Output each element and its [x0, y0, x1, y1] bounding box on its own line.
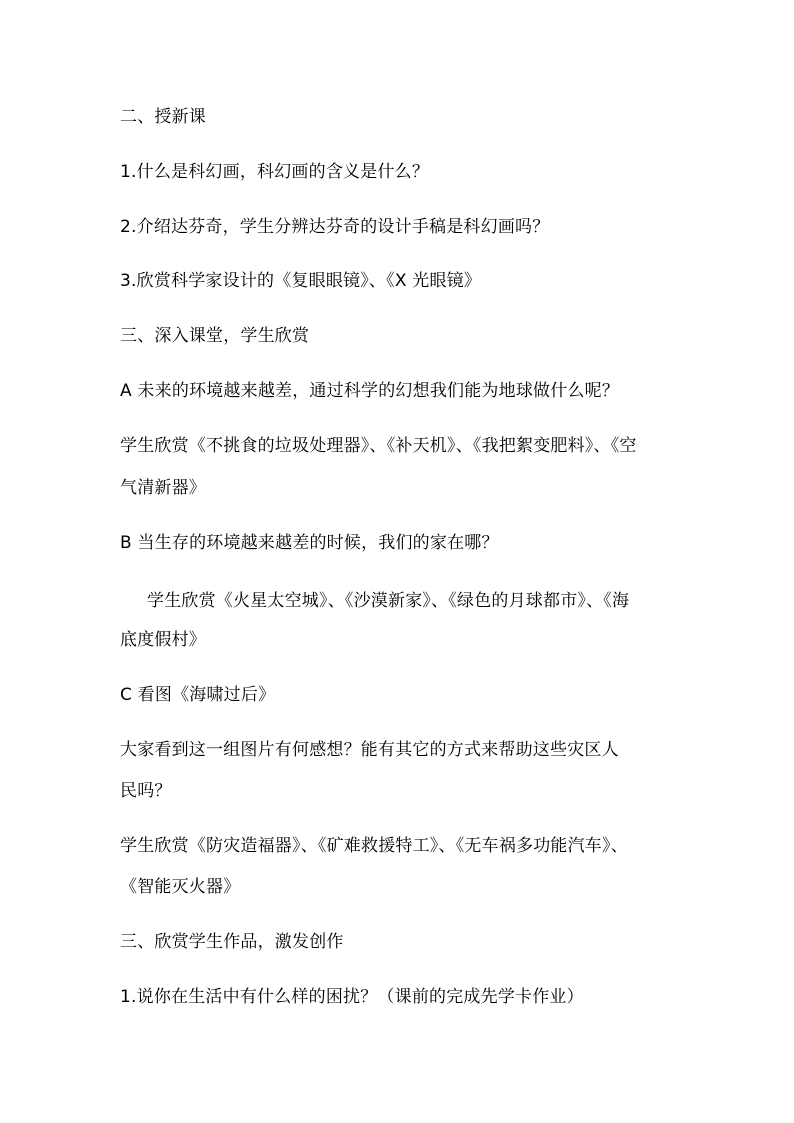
paragraph-line: 学生欣赏《火星太空城》、《沙漠新家》、《绿色的月球都市》、《海 [147, 591, 630, 611]
paragraph-line: 学生欣赏《防灾造福器》、《矿难救援特工》、《无车祸多功能汽车》、 [120, 836, 628, 856]
section-heading-new-lesson: 二、授新课 [120, 107, 206, 127]
paragraph-line: 3.欣赏科学家设计的《复眼眼镜》、《X 光眼镜》 [120, 271, 482, 291]
paragraph-line: 学生欣赏《不挑食的垃圾处理器》、《补天机》、《我把絮变肥料》、《空 [120, 436, 637, 456]
section-heading-student-work: 三、欣赏学生作品，激发创作 [120, 932, 344, 952]
paragraph-line: B 当生存的环境越来越差的时候，我们的家在哪？ [120, 533, 499, 553]
paragraph-line: 2.介绍达芬奇，学生分辨达芬奇的设计手稿是科幻画吗？ [120, 217, 550, 237]
paragraph-line: 民吗？ [120, 781, 172, 801]
section-heading-deep-class: 三、深入课堂，学生欣赏 [120, 326, 310, 346]
paragraph-line: 大家看到这一组图片有何感想？能有其它的方式来帮助这些灾区人 [120, 740, 619, 760]
paragraph-line: 1.说你在生活中有什么样的困扰？（课前的完成先学卡作业） [120, 987, 584, 1007]
paragraph-line: 底度假村》 [120, 630, 206, 650]
paragraph-line: 《智能灭火器》 [120, 877, 241, 897]
paragraph-line: 气清新器》 [120, 478, 206, 498]
paragraph-line: C 看图《海啸过后》 [120, 685, 276, 705]
paragraph-line: 1.什么是科幻画，科幻画的含义是什么？ [120, 162, 430, 182]
paragraph-line: A 未来的环境越来越差，通过科学的幻想我们能为地球做什么呢？ [120, 381, 620, 401]
